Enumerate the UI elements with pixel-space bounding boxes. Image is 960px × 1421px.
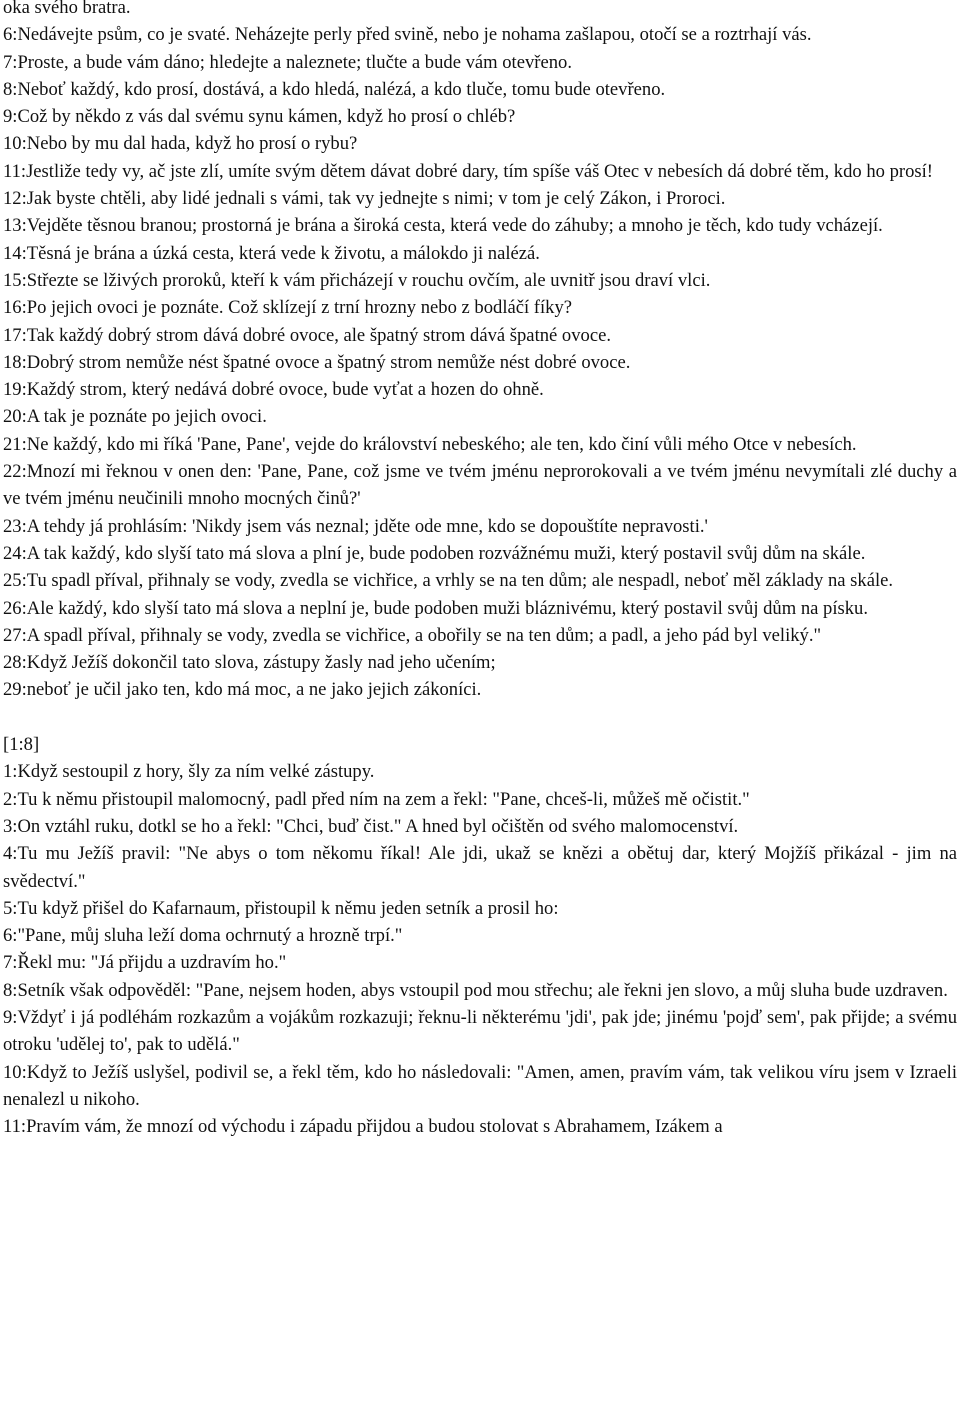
verse-text: 6:"Pane, můj sluha leží doma ochrnutý a hrozně trpí." xyxy=(3,925,403,947)
verse-text: 21:Ne každý, kdo mi říká 'Pane, Pane', vejde do království nebeského; ale ten, kdo činí vůli mého Otce v nebesích. xyxy=(3,433,857,455)
verse-text: 5:Tu když přišel do Kafarnaum, přistoupil k němu jeden setník a prosil ho: xyxy=(3,897,559,919)
verse-text: 11:Jestliže tedy vy, ač jste zlí, umíte svým dětem dávat dobré dary, tím spíše váš Otec v nebesích dá dobré těm, kdo ho prosí! xyxy=(3,160,933,182)
chapter-8-section xyxy=(3,731,957,1140)
verse-text: 10:Když to Ježíš uslyšel, podivil se, a řekl těm, kdo ho následovali: "Amen, amen, pravím vám, tak velikou víru jsem v Izraeli nenalezl u nikoho. xyxy=(3,1061,957,1110)
verse-text: 12:Jak byste chtěli, aby lidé jednali s vámi, tak vy jednejte s nimi; v tom je celý Zákon, i Proroci. xyxy=(3,188,726,210)
verse-text: 8:Setník však odpověděl: "Pane, nejsem hoden, abys vstoupil pod mou střechu; ale řekni jen slovo, a můj sluha bude uzdraven. xyxy=(3,979,948,1001)
verse-text: 22:Mnozí mi řeknou v onen den: 'Pane, Pane, což jsme ve tvém jménu neprorokovali a ve tvém jménu nevymítali zlé duchy a ve tvém jménu neučinili mnoho mocných činů?' xyxy=(3,461,957,510)
verse-text: 20:A tak je poznáte po jejich ovoci. xyxy=(3,406,267,428)
verse-text: 25:Tu spadl příval, přihnaly se vody, zvedla se vichřice, a vrhly se na ten dům; ale nespadl, neboť měl základy na skále. xyxy=(3,570,894,592)
document-page xyxy=(3,0,957,1140)
verse-text: 24:A tak každý, kdo slyší tato má slova a plní je, bude podoben rozvážnému muži, který postavil svůj dům na skále. xyxy=(3,542,866,564)
verse-text: 26:Ale každý, kdo slyší tato má slova a neplní je, bude podoben muži bláznivému, který postavil svůj dům na písku. xyxy=(3,597,868,619)
verse-text: 7:Řekl mu: "Já přijdu a uzdravím ho." xyxy=(3,952,287,974)
verse-text: 14:Těsná je brána a úzká cesta, která vede k životu, a málokdo ji nalézá. xyxy=(3,242,540,264)
verse-text: 11:Pravím vám, že mnozí od východu i západu přijdou a budou stolovat s Abrahamem, Izákem a xyxy=(3,1116,723,1138)
verse-text: 6:Nedávejte psům, co je svaté. Neházejte perly před svině, nebo je nohama zašlapou, otočí se a roztrhají vás. xyxy=(3,24,812,46)
verse-text: 15:Střezte se lživých proroků, kteří k vám přicházejí v rouchu ovčím, ale uvnitř jsou draví vlci. xyxy=(3,269,711,291)
verse-text: oka svého bratra. xyxy=(3,0,131,18)
verse-text: 28:Když Ježíš dokončil tato slova, zástupy žasly nad jeho učením; xyxy=(3,652,496,674)
verse-text: 17:Tak každý dobrý strom dává dobré ovoce, ale špatný strom dává špatné ovoce. xyxy=(3,324,611,346)
verse-text: 2:Tu k němu přistoupil malomocný, padl před ním na zem a řekl: "Pane, chceš-li, můžeš mě očistit." xyxy=(3,788,750,810)
verse-text: 27:A spadl příval, přihnaly se vody, zvedla se vichřice, a obořily se na ten dům; a padl, a jeho pád byl veliký." xyxy=(3,624,822,646)
verse-text: 10:Nebo by mu dal hada, když ho prosí o rybu? xyxy=(3,133,358,155)
verse-text: 9:Což by někdo z vás dal svému synu kámen, když ho prosí o chléb? xyxy=(3,106,516,128)
verse-text: 3:On vztáhl ruku, dotkl se ho a řekl: "Chci, buď čist." A hned byl očištěn od svého malomocenství. xyxy=(3,815,739,837)
verse-text: 1:Když sestoupil z hory, šly za ním velké zástupy. xyxy=(3,761,375,783)
verse-text: 18:Dobrý strom nemůže nést špatné ovoce a špatný strom nemůže nést dobré ovoce. xyxy=(3,351,631,373)
verse-text: 13:Vejděte těsnou branou; prostorná je brána a široká cesta, která vede do záhuby; a mnoho je těch, kdo tudy vcházejí. xyxy=(3,215,883,237)
verse-text: 19:Každý strom, který nedává dobré ovoce, bude vyťat a hozen do ohně. xyxy=(3,379,544,401)
verse-text: 7:Proste, a bude vám dáno; hledejte a naleznete; tlučte a bude vám otevřeno. xyxy=(3,51,572,73)
verse-text: 8:Neboť každý, kdo prosí, dostává, a kdo hledá, nalézá, a kdo tluče, tomu bude otevřeno. xyxy=(3,78,666,100)
chapter-heading: [1:8] xyxy=(3,734,40,756)
verse-text: 16:Po jejich ovoci je poznáte. Což sklízejí z trní hrozny nebo z bodláčí fíky? xyxy=(3,297,573,319)
chapter-7-section xyxy=(3,0,957,704)
verse-text: 9:Vždyť i já podléhám rozkazům a vojákům rozkazuji; řeknu-li některému 'jdi', pak jde; jinému 'pojď sem', pak přijde; a svému otroku 'udělej to', pak to udělá." xyxy=(3,1006,957,1056)
blank-line xyxy=(3,704,957,731)
verse-text: 23:A tehdy já prohlásím: 'Nikdy jsem vás neznal; jděte ode mne, kdo se dopouštíte nepravosti.' xyxy=(3,515,708,537)
verse-text: 29:neboť je učil jako ten, kdo má moc, a ne jako jejich zákoníci. xyxy=(3,679,482,701)
verse-text: 4:Tu mu Ježíš pravil: "Ne abys o tom někomu říkal! Ale jdi, ukaž se knězi a obětuj dar, který Mojžíš přikázal - jim na svědectví." xyxy=(3,843,957,892)
